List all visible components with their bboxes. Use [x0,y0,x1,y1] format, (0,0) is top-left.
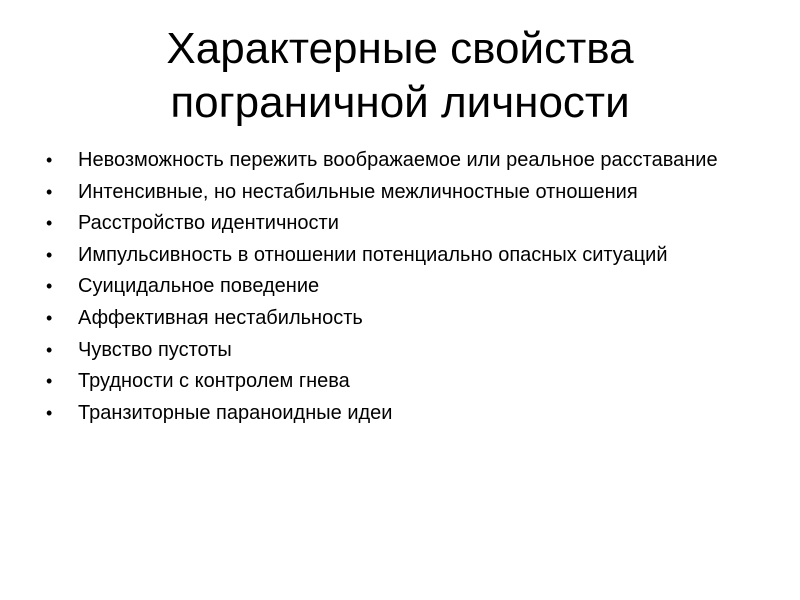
list-item-text: Невозможность пережить воображаемое или реальное расставание [78,149,718,171]
list-item [40,147,760,173]
bullet-icon: • [46,402,53,423]
list-item-text: Интенсивные, но нестабильные межличностные отношения [78,180,638,203]
list-item [40,273,760,299]
list-item [40,210,760,236]
list-item-text: Суицидальное поведение [78,275,320,298]
list-item-text: Аффективная нестабильность [78,306,363,329]
list-item-text: Трудности с контролем гнева [78,370,350,393]
list-item [40,242,760,268]
bullet-icon: • [46,276,53,297]
list-item-text: Чувство пустоты [78,338,232,361]
list-item [40,368,760,394]
list-item [40,305,760,331]
slide-title [40,22,760,130]
title-line-2: пограничной личности [170,78,630,127]
list-item [40,337,760,363]
bullet-icon: • [46,244,53,265]
list-item-text: Импульсивность в отношении потенциально опасных ситуаций [78,243,668,266]
bullet-icon: • [46,371,53,392]
list-item-text: Транзиторные параноидные идеи [78,401,393,424]
bullet-icon: • [46,150,53,170]
list-item [40,400,760,426]
bullet-icon: • [46,339,53,360]
list-item-text: Расстройство идентичности [78,212,339,235]
bullet-icon: • [46,213,53,234]
bullet-list [40,147,760,431]
bullet-icon: • [46,307,53,328]
title-line-1: Характерные свойства [166,24,634,73]
list-item [40,179,760,205]
bullet-icon: • [46,181,53,202]
